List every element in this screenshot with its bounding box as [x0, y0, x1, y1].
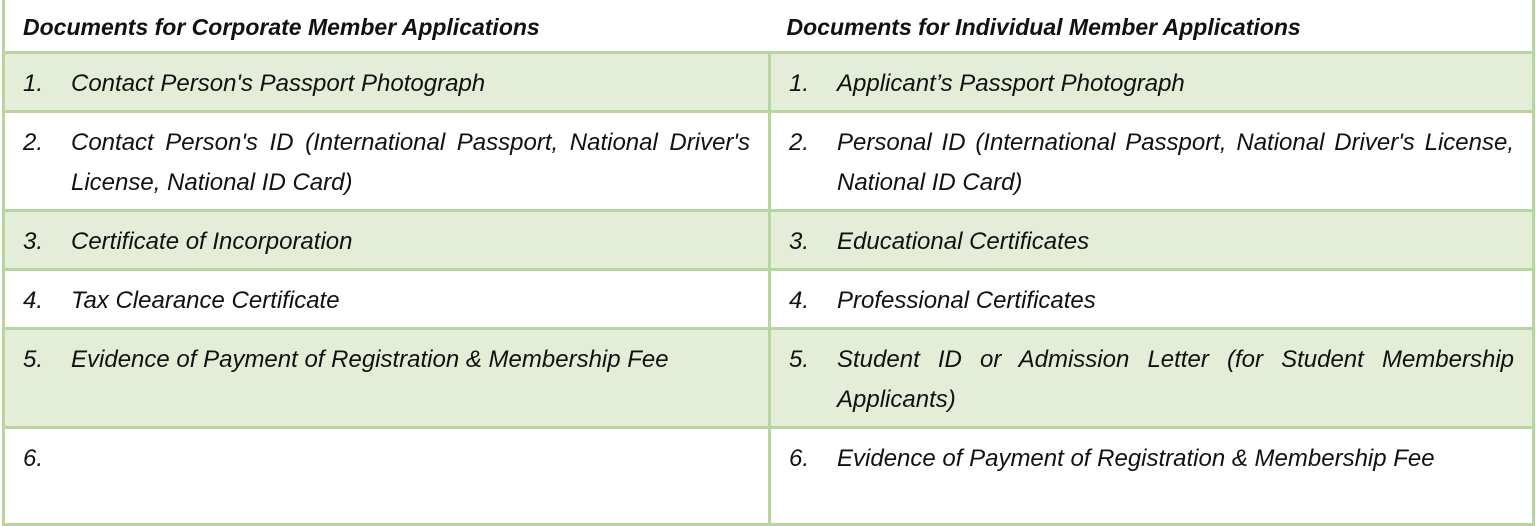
- item-number: 1.: [23, 69, 44, 97]
- item-text: Contact Person's Passport Photograph: [71, 69, 486, 97]
- list-item: [789, 340, 1514, 420]
- item-number: 4.: [789, 286, 810, 314]
- table-row: [4, 427, 1534, 524]
- table-row: [4, 52, 1534, 111]
- item-number: 3.: [789, 227, 810, 255]
- table-header-row: [4, 0, 1534, 52]
- item-number: 5.: [789, 345, 810, 373]
- corporate-cell: [4, 427, 770, 524]
- table-row: [4, 328, 1534, 427]
- list-item: [23, 222, 750, 262]
- list-item: [23, 340, 750, 380]
- individual-cell: [770, 52, 1534, 111]
- individual-cell: [770, 328, 1534, 427]
- corporate-cell: [4, 328, 770, 427]
- item-number: 3.: [23, 227, 44, 255]
- individual-cell: [770, 210, 1534, 269]
- item-number: 1.: [789, 69, 810, 97]
- table-row: [4, 210, 1534, 269]
- item-text: Evidence of Payment of Registration & Membership Fee: [71, 345, 669, 373]
- list-item: [23, 439, 750, 479]
- item-number: 4.: [23, 286, 44, 314]
- corporate-cell: [4, 269, 770, 328]
- corporate-cell: [4, 52, 770, 111]
- required-documents-table: [2, 0, 1535, 526]
- corporate-cell: [4, 210, 770, 269]
- item-text: Professional Certificates: [837, 286, 1096, 314]
- table-row: [4, 111, 1534, 210]
- item-number: 2.: [23, 128, 44, 156]
- list-item: [789, 222, 1514, 262]
- corporate-column-header: Documents for Corporate Member Applications: [4, 0, 770, 52]
- individual-cell: [770, 111, 1534, 210]
- individual-cell: [770, 427, 1534, 524]
- item-number: 6.: [23, 444, 44, 472]
- item-text: Certificate of Incorporation: [71, 227, 353, 255]
- individual-cell: [770, 269, 1534, 328]
- corporate-cell: [4, 111, 770, 210]
- item-text: Tax Clearance Certificate: [71, 286, 340, 314]
- item-text: Student ID or Admission Letter (for Student Membership Applicants): [837, 345, 1514, 413]
- list-item: [23, 281, 750, 321]
- individual-column-header: Documents for Individual Member Applications: [770, 0, 1534, 52]
- item-text: Educational Certificates: [837, 227, 1090, 255]
- list-item: [23, 64, 750, 104]
- item-text: Evidence of Payment of Registration & Membership Fee: [837, 444, 1435, 472]
- item-text: Applicant’s Passport Photograph: [837, 69, 1185, 97]
- item-text: Contact Person's ID (International Passport, National Driver's License, National ID Card): [71, 128, 750, 196]
- list-item: [789, 123, 1514, 203]
- item-number: 5.: [23, 345, 44, 373]
- item-number: 2.: [789, 128, 810, 156]
- table-row: [4, 269, 1534, 328]
- list-item: [789, 281, 1514, 321]
- item-text: Personal ID (International Passport, National Driver's License, National ID Card): [837, 128, 1514, 196]
- list-item: [23, 123, 750, 203]
- list-item: [789, 439, 1514, 479]
- list-item: [789, 64, 1514, 104]
- item-number: 6.: [789, 444, 810, 472]
